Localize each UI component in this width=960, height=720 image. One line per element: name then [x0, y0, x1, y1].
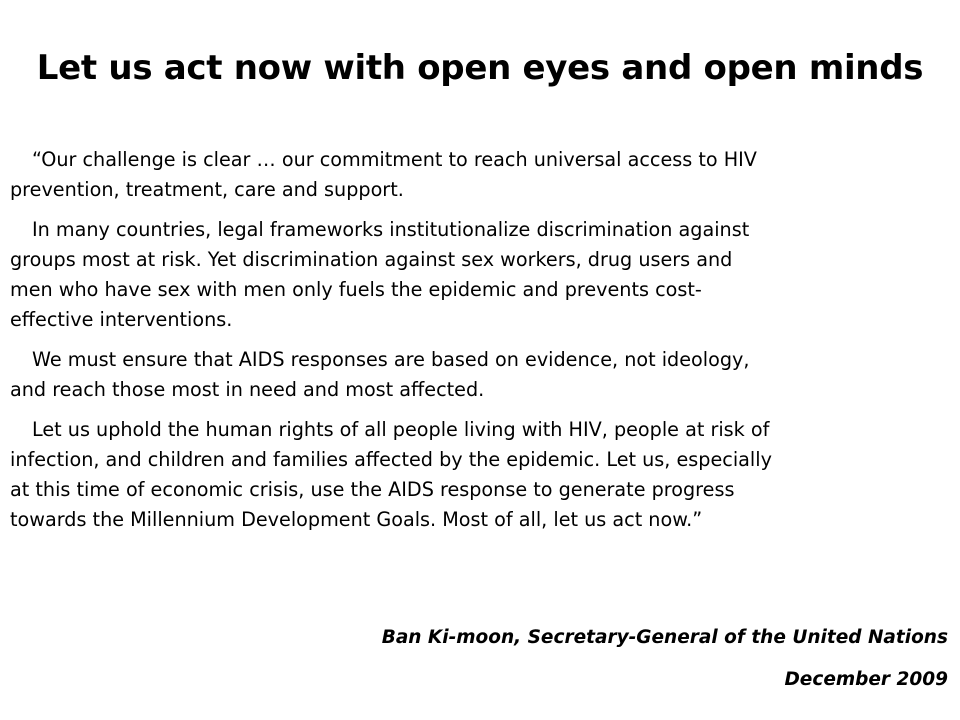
quote-line: groups most at risk. Yet discrimination against sex workers, drug users and — [10, 248, 733, 271]
attribution-date: December 2009 — [784, 669, 948, 690]
quote-paragraph-1 — [10, 145, 945, 205]
quote-line: Let us uphold the human rights of all people living with HIV, people at risk of — [32, 418, 770, 441]
quote-line: at this time of economic crisis, use the AIDS response to generate progress — [10, 478, 735, 501]
quote-line: We must ensure that AIDS responses are based on evidence, not ideology, — [32, 348, 750, 371]
quote-line: infection, and children and families affected by the epidemic. Let us, especially — [10, 448, 772, 471]
quote-paragraph-3 — [10, 345, 945, 405]
quote-line: effective interventions. — [10, 308, 233, 331]
quote-line: men who have sex with men only fuels the epidemic and prevents cost- — [10, 278, 702, 301]
quote-line: “Our challenge is clear … our commitment to reach universal access to HIV — [32, 148, 757, 171]
quote-line: towards the Millennium Development Goals. Most of all, let us act now.” — [10, 508, 703, 531]
quote-paragraph-2 — [10, 215, 945, 335]
quote-body — [10, 145, 945, 545]
attribution-name: Ban Ki-moon, Secretary-General of the United Nations — [381, 627, 948, 648]
quote-line: and reach those most in need and most affected. — [10, 378, 485, 401]
quote-paragraph-4 — [10, 415, 945, 535]
quote-line: In many countries, legal frameworks institutionalize discrimination against — [32, 218, 750, 241]
slide-title: Let us act now with open eyes and open minds — [36, 48, 924, 88]
quote-line: prevention, treatment, care and support. — [10, 178, 404, 201]
